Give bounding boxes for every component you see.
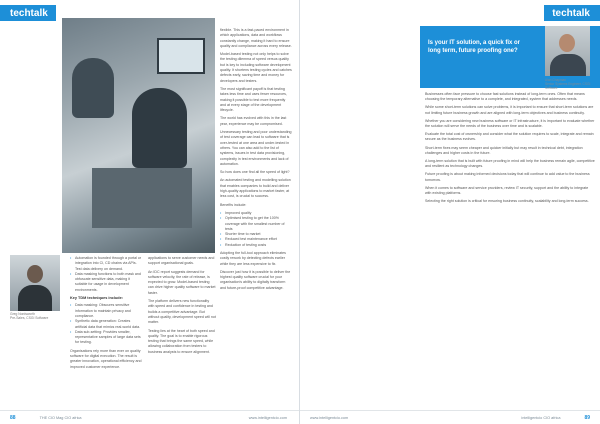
para: Future proofing is about making informed decisions today that will continue to add value to the business tomorrow. <box>425 172 590 182</box>
article-column-a <box>220 28 292 294</box>
techtalk-tag-left: techtalk <box>0 5 56 21</box>
author-name: Greg Nordsworth <box>10 312 36 316</box>
article-column-b <box>70 256 142 373</box>
techtalk-tag-right: techtalk <box>544 5 600 21</box>
list-item: • Data sub-setting: Provides smaller, representative samples of large data sets for testing. <box>70 330 142 346</box>
author-role: Senior Systems Engineer, CSGI Software <box>545 82 591 91</box>
para: While some short-term solutions can solve problems, it is important to ensure that short-term solutions are not limiting future business growth and are aligned with long-term objectives and business continuity. <box>425 105 594 115</box>
para: Whether you are considering new business software or IT infrastructure, it is important to evaluate whether the solution will serve the needs of the business over time and is scalable. <box>425 118 595 129</box>
author-name: Alan Chapman <box>545 78 567 82</box>
right-page <box>300 0 600 424</box>
para: Model-based testing not only helps to solve the testing dilemma of speed versus quality but is key to including software development quality. It shortens testing cycles and catches defects early, saving time and money for developers and testers. <box>220 52 292 83</box>
para: Adopting the full-tool approach eliminates costly rework by detecting defects earlier while they are less expensive to fix. <box>220 250 286 266</box>
para: So how does one find all the speed of light? <box>220 170 290 175</box>
article-body-right <box>425 92 595 207</box>
para: The platform delivers new functionality with speed and confidence in testing and builds a competitive advantage. But without quality, development speed will not matter. <box>148 299 216 325</box>
right-header <box>544 0 600 26</box>
list-item: • Synthetic data generation: Creates artificial data that mimics real-world data. <box>70 319 142 330</box>
page-number: 88 <box>10 414 16 421</box>
author-caption-left <box>10 312 65 321</box>
list-item: • Data masking functions to both mask and obfuscate sensitive data, making it suitable for usage in development environments. <box>70 272 142 293</box>
para: Organisations rely more than ever on quality software for digital execution. The result is greater innovation, operational efficiency and improved customer experience. <box>70 348 142 369</box>
tdm-heading: Key TDM techniques include: <box>70 296 123 301</box>
site-url[interactable]: www.intelligentcio.com <box>310 415 349 420</box>
list-item: • Automation is founded through a portal or integration into CI, CD chains via APIs. Test data delivery on demand. <box>70 256 142 272</box>
list-item: • Reduced test maintenance effort <box>220 237 292 242</box>
site-url[interactable]: www.intelligentcio.com <box>248 415 287 420</box>
page-number: 89 <box>584 414 590 421</box>
left-header <box>0 0 56 26</box>
author-photo-left <box>10 255 60 311</box>
list-item: • Shorter time to market <box>220 232 292 237</box>
para: Selecting the right solution is critical for ensuring business continuity, scalability and long-term success. <box>425 199 589 204</box>
list-item: • Data masking: Obscures sensitive information to maintain privacy and compliance. <box>70 303 142 319</box>
benefits-heading: Benefits include: <box>220 202 247 207</box>
para: flexible. This is a fast-paced environment in which applications, data and workflows constantly change, making it hard to ensure quality and compliance across every release. <box>220 28 292 48</box>
para: An IDC report suggests demand for software velocity, the rate of release, is expected to grow. Model-based testing can drive higher quality software to market faster. <box>148 269 216 295</box>
bullet-list <box>70 256 142 293</box>
para: Testing lies at the heart of both speed and quality. The goal is to enable rigorous testing that brings the same speed, while allowing collaboration from testers to business analysts to ensure alignment. <box>148 328 215 354</box>
list-item: • Optimised testing to get the 100% coverage with the smallest number of tests <box>220 216 292 232</box>
author-role: Pre-Sales, CSGI Software <box>10 316 49 321</box>
para: Short-term fixes may seem cheaper and quicker initially but may result in technical debt, integration challenges and higher costs in the future. <box>425 145 583 155</box>
article-column-c <box>148 256 216 358</box>
tdm-list <box>70 303 142 345</box>
list-item: • Reduction of testing costs <box>220 243 292 248</box>
author-caption-right <box>545 78 597 91</box>
para: Businesses often face pressure to choose fast solutions instead of long-term ones. Often that means choosing the temporary alternative to a complete, and integrated, system that addresses needs. <box>425 92 585 102</box>
para: When it comes to software and service providers, review IT security, support and the ability to integrate with existing platforms. <box>425 185 589 196</box>
para: A long-term solution that is built with future proofing in mind will help the business remain agile, competitive and resilient as technology changes. <box>425 159 595 169</box>
right-footer <box>300 410 600 424</box>
para: The most significant payoff is that testing takes less time and uses fewer resources, making it possible to test more frequently and at every stage of the development lifecycle. <box>220 86 287 113</box>
para: The world has evolved with this in the last year, experience may be compromised. <box>220 116 287 126</box>
magazine-name: intelligentcio CIO africa <box>521 415 561 420</box>
left-footer <box>0 410 299 424</box>
magazine-name: THE CIO Mag CIO africa <box>39 415 82 420</box>
para: Discover just how it is possible to deliver the highest quality software crucial for your organisation's ability to digitally transform and future-proof competitive advantage. <box>220 269 291 290</box>
para: Unnecessary testing and poor understanding of test coverage can lead to software that is over-tested at one area and under-tested in others. You can also add to the list of systems, issues in test data provisioning, complexity in test environments and lack of automation. <box>220 130 292 166</box>
para: Evaluate the total cost of ownership and consider what the solution requires to scale, integrate and remain secure as the business evolves. <box>425 132 594 142</box>
article-title: Is your IT solution, a quick fix or long term, future proofing one? <box>428 40 521 54</box>
para: An automated testing and modelling solution that enables companies to build and deliver high-quality applications to market faster, at less cost, is crucial to success. <box>220 178 291 199</box>
author-photo-right <box>545 26 590 76</box>
feature-photo <box>62 18 215 253</box>
list-item: • Improved quality <box>220 211 292 216</box>
benefits-list <box>220 211 292 248</box>
para: applications to serve customer needs and support organisational goals. <box>148 256 215 266</box>
